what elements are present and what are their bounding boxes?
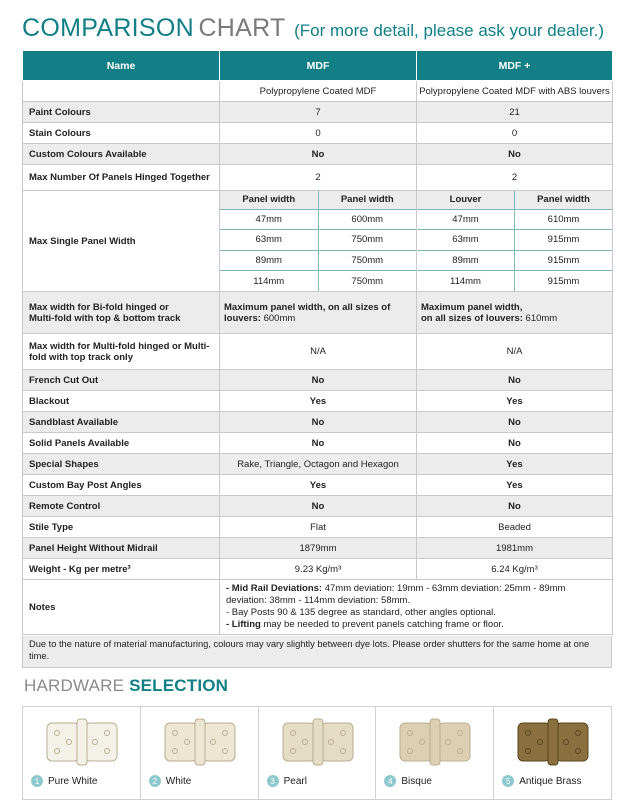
panel-width-mdfplus (417, 191, 613, 292)
row-label: Paint Colours (23, 102, 220, 123)
hardware-item (375, 706, 493, 800)
hardware-caption (31, 775, 97, 787)
subtable-cell: 114mm (220, 271, 318, 292)
hardware-title-part2: SELECTION (129, 676, 229, 695)
hardware-caption (502, 775, 581, 787)
note-mid-rail-text: 47mm deviation: 19mm - 63mm deviation: 25mm - 89mm deviation: 38mm - 114mm deviation: 58mm. (226, 583, 566, 606)
row-value-mdf: 2 (220, 165, 417, 191)
title-subtitle: (For more detail, please ask your dealer.) (294, 21, 604, 40)
note-bay-posts: - Bay Posts 90 & 135 degree as standard, other angles optional. (226, 607, 496, 618)
row-value-mdfplus: 1981mm (417, 538, 613, 559)
table-row (23, 165, 613, 191)
header-mdf: MDF (220, 51, 417, 81)
row-value-mdf: Rake, Triangle, Octagon and Hexagon (220, 454, 417, 475)
subtable-cell: 750mm (351, 275, 384, 287)
row-value-mdfplus: Yes (417, 391, 613, 412)
hardware-number: 3 (267, 775, 279, 787)
material-label (23, 81, 220, 102)
row-value-mdf: No (220, 496, 417, 517)
bifold-mdf (220, 292, 417, 334)
bifold-label (23, 292, 220, 334)
hinge-icon (43, 715, 121, 769)
multifold-label-line1: Max width for Multi-fold hinged or Multi- (29, 340, 210, 352)
multifold-mdf: N/A (220, 334, 417, 370)
disclaimer: Due to the nature of material manufacturing, colours may vary slightly between dye lots. Please order shutters for the same home at one time. (22, 636, 612, 668)
hinge-icon (396, 715, 474, 769)
multifold-label-line2: fold with top track only (29, 351, 133, 363)
row-label: Max Single Panel Width (23, 191, 220, 292)
hardware-name: Pure White (48, 775, 98, 787)
bifold-mdfplus-value: 610mm (525, 312, 558, 324)
hardware-name: White (165, 775, 192, 787)
row-value-mdfplus: Beaded (417, 517, 613, 538)
note-lifting (226, 619, 606, 631)
bifold-mdf-line2 (224, 313, 416, 324)
hardware-name: Antique Brass (519, 775, 582, 787)
subtable-cell: 915mm (515, 250, 613, 271)
row-label: Custom Bay Post Angles (23, 475, 220, 496)
hardware-caption (384, 775, 432, 787)
hardware-number: 4 (384, 775, 396, 787)
row-value-mdfplus: Yes (417, 475, 613, 496)
subtable-cell: 63mm (417, 230, 515, 251)
row-label: French Cut Out (23, 370, 220, 391)
row-value-mdfplus: Yes (417, 454, 613, 475)
table-row (23, 433, 613, 454)
row-value-mdf: Flat (220, 517, 417, 538)
row-label: Stain Colours (23, 123, 220, 144)
row-value-mdf: Yes (220, 475, 417, 496)
table-row (23, 538, 613, 559)
row-value-mdf: 0 (220, 123, 417, 144)
subtable-cell: 114mm (417, 271, 515, 292)
table-row (23, 102, 613, 123)
table-row (23, 412, 613, 433)
hardware-title (24, 676, 228, 696)
row-value-mdfplus: 6.24 Kg/m³ (417, 559, 613, 580)
row-value-mdf: No (220, 370, 417, 391)
bifold-label-line2: Multi-fold with top & bottom track (29, 312, 181, 324)
material-mdf: Polypropylene Coated MDF (220, 81, 417, 102)
subtable-cell: 750mm (318, 250, 416, 271)
row-label: Custom Colours Available (23, 144, 220, 165)
hardware-item (22, 706, 140, 800)
row-value-mdf: Yes (220, 391, 417, 412)
title-part2: CHART (198, 14, 286, 42)
subtable-header: Panel width (515, 191, 613, 209)
row-label: Stile Type (23, 517, 220, 538)
table-row (23, 559, 613, 580)
subtable-header: Panel width (318, 191, 416, 209)
subtable-cell: 915mm (547, 275, 580, 287)
subtable-header: Panel width (220, 191, 318, 209)
row-label: Weight - Kg per metre³ (23, 559, 220, 580)
subtable-cell: 610mm (515, 209, 613, 230)
subtable-cell: 750mm (318, 230, 416, 251)
subtable-cell: 89mm (417, 250, 515, 271)
hinge-icon (279, 715, 357, 769)
row-label: Sandblast Available (23, 412, 220, 433)
hardware-title-part1: HARDWARE (24, 676, 125, 695)
hardware-item (140, 706, 258, 800)
bifold-mdfplus-line1: Maximum panel width, (421, 301, 523, 313)
row-label: Panel Height Without Midrail (23, 538, 220, 559)
table-row (23, 454, 613, 475)
note-mid-rail (226, 583, 606, 607)
hardware-selection (22, 706, 612, 800)
bifold-label-line1: Max width for Bi-fold hinged or (29, 301, 169, 313)
table-row (23, 391, 613, 412)
title-part1: COMPARISON (22, 14, 194, 42)
hinge-icon (514, 715, 592, 769)
subtable-cell: 915mm (515, 230, 613, 251)
row-value-mdfplus: No (417, 496, 613, 517)
table-row (23, 475, 613, 496)
subtable-cell: 89mm (220, 250, 318, 271)
row-label: Blackout (23, 391, 220, 412)
panel-width-mdf (220, 191, 417, 292)
row-value-mdfplus: 0 (417, 123, 613, 144)
row-label: Solid Panels Available (23, 433, 220, 454)
row-value-mdf: 1879mm (220, 538, 417, 559)
subtable-cell: 47mm (417, 209, 515, 230)
hardware-number: 2 (149, 775, 161, 787)
row-label: Max Number Of Panels Hinged Together (23, 165, 220, 191)
bifold-mdf-value: 600mm (263, 312, 296, 324)
hinge-icon (161, 715, 239, 769)
note-lifting-bold: - Lifting (226, 619, 261, 630)
row-value-mdf: 7 (220, 102, 417, 123)
notes-label: Notes (23, 580, 220, 635)
subtable-cell: 63mm (220, 230, 318, 251)
hardware-name: Pearl (283, 775, 307, 787)
table-row (23, 496, 613, 517)
row-value-mdfplus: No (417, 412, 613, 433)
multifold-mdfplus: N/A (417, 334, 613, 370)
hardware-item (493, 706, 612, 800)
subtable-header: Louver (417, 191, 515, 209)
row-value-mdf: No (220, 144, 417, 165)
hardware-name: Bisque (401, 775, 432, 787)
bifold-mdf-bold2: louvers: (224, 312, 261, 324)
table-row (23, 123, 613, 144)
row-value-mdf: 9.23 Kg/m³ (220, 559, 417, 580)
hardware-item (258, 706, 376, 800)
hardware-number: 5 (502, 775, 514, 787)
note-lifting-text: may be needed to prevent panels catching frame or floor. (263, 619, 504, 630)
hardware-number: 1 (31, 775, 43, 787)
hardware-caption (149, 775, 192, 787)
note-mid-rail-bold: - Mid Rail Deviations: (226, 583, 323, 594)
bifold-mdf-line1: Maximum panel width, on all sizes of (224, 301, 391, 313)
material-mdfplus: Polypropylene Coated MDF with ABS louvers (417, 81, 613, 102)
subtable-cell: 47mm (220, 209, 318, 230)
comparison-table (22, 50, 613, 635)
row-value-mdfplus: No (417, 433, 613, 454)
table-row (23, 517, 613, 538)
notes-content (220, 580, 613, 635)
page-title (22, 14, 604, 48)
row-value-mdfplus: 21 (417, 102, 613, 123)
multifold-label (23, 334, 220, 370)
bifold-mdfplus-line2 (421, 313, 612, 324)
row-value-mdf: No (220, 433, 417, 454)
hardware-caption (267, 775, 307, 787)
row-value-mdfplus: No (417, 144, 613, 165)
table-row (23, 370, 613, 391)
table-row (23, 144, 613, 165)
bifold-mdfplus (417, 292, 613, 334)
row-value-mdfplus: 2 (417, 165, 613, 191)
row-value-mdf: No (220, 412, 417, 433)
bifold-mdfplus-bold2: on all sizes of louvers: (421, 312, 523, 324)
row-label: Special Shapes (23, 454, 220, 475)
header-mdfplus: MDF + (417, 51, 613, 81)
header-name: Name (23, 51, 220, 81)
row-label: Remote Control (23, 496, 220, 517)
row-value-mdfplus: No (417, 370, 613, 391)
subtable-cell: 600mm (318, 209, 416, 230)
